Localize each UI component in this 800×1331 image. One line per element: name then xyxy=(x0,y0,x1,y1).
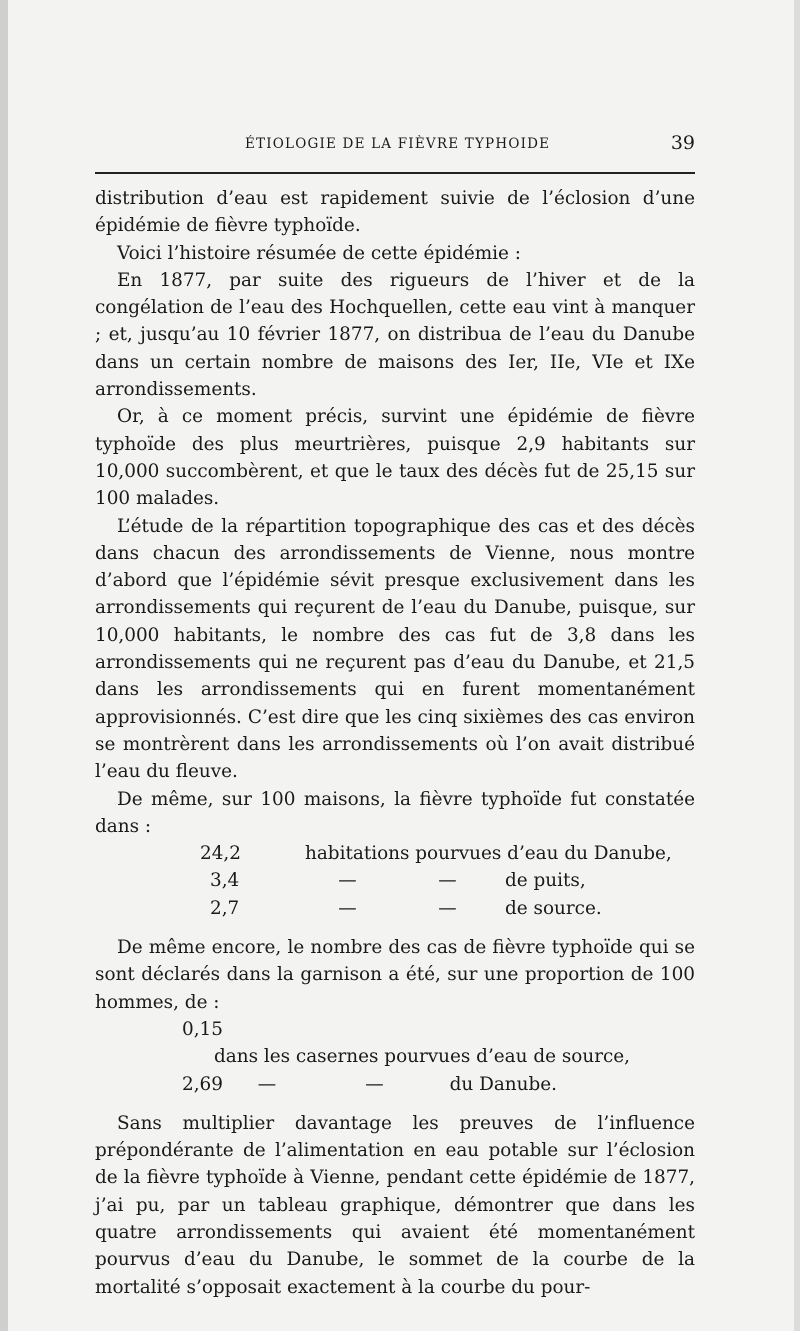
body-text xyxy=(95,185,695,1301)
running-header xyxy=(95,134,695,158)
ditto-mark: — xyxy=(365,1073,384,1095)
paragraph-houses: De même, sur 100 maisons, la fièvre typhoïde fut constatée dans : xyxy=(95,788,695,837)
paragraph-continuation: distribution d’eau est rapidement suivie de l’éclosion d’une épidémie de fièvre typhoïde. xyxy=(95,188,695,237)
table-source: de puits, xyxy=(505,870,586,892)
paragraph-1877: En 1877, par suite des rigueurs de l’hiver et de la congélation de l’eau des Hochquellen, cette eau vint à manquer ; et, jusqu’au 10 février 1877, on distribua de l’eau du Danube dans un certain nombre de maisons des Ier, IIe, VIe et IXe arrondissements. xyxy=(95,269,695,401)
paragraph-topography: L’étude de la répartition topographique des cas et des décès dans chacun des arrondissements de Vienne, nous montre d’abord que l’épidémie sévit presque exclusivement dans les arrondissements qui reçurent de l’eau du Danube, puisque, sur 10,000 habitants, le nombre des cas fut de 3,8 dans les arrondissements qui ne reçurent pas d’eau du Danube, et 21,5 dans les arrondissements qui en furent momentanément approvisionnés. C’est dire que les cinq sixièmes des cas environ se montrèrent dans les arrondissements où l’on avait distribué l’eau du fleuve. xyxy=(95,515,695,783)
table-value: 2,7 xyxy=(210,897,240,919)
table-value: 3,4 xyxy=(210,870,240,892)
houses-table xyxy=(200,840,695,922)
paragraph-garrison: De même encore, le nombre des cas de fièvre typhoïde qui se sont déclarés dans la garnison a été, sur une proportion de 100 hommes, de : xyxy=(95,937,695,1013)
page-number: 39 xyxy=(670,132,695,154)
spacer xyxy=(95,1098,695,1110)
table-value: 2,69 xyxy=(182,1073,223,1095)
paragraph-intro: Voici l’histoire résumée de cette épidémie : xyxy=(117,242,521,264)
page-left-edge xyxy=(0,0,8,1331)
paragraph-conclusion: Sans multiplier davantage les preuves de l’influence prépondérante de l’alimentation en eau potable sur l’éclosion de la fièvre typhoïde à Vienne, pendant cette épidémie de 1877, j’ai pu, par un tableau graphique, démontrer que dans les quatre arrondissements qui avaient été momentanément pourvus d’eau du Danube, le sommet de la courbe de la mortalité s’opposait exactement à la courbe du pour- xyxy=(95,1112,695,1298)
garrison-table xyxy=(182,1016,695,1098)
ditto-mark: — xyxy=(438,870,457,892)
paragraph-epidemic: Or, à ce moment précis, survint une épidémie de fièvre typhoïde des plus meurtrières, puisque 2,9 habitants sur 10,000 succombèrent, et que le taux des décès fut de 25,15 sur 100 malades. xyxy=(95,406,695,510)
running-title: ÉTIOLOGIE DE LA FIÈVRE TYPHOIDE xyxy=(245,136,551,152)
table-text: dans les casernes pourvues d’eau de source, xyxy=(214,1046,631,1068)
ditto-mark: — xyxy=(438,897,457,919)
spacer xyxy=(95,922,695,934)
page-right-edge xyxy=(794,0,800,1331)
ditto-mark: — xyxy=(338,870,357,892)
table-text: habitations pourvues d’eau du Danube, xyxy=(305,843,672,865)
table-source: du Danube. xyxy=(449,1073,557,1095)
table-value: 24,2 xyxy=(200,843,241,865)
table-value: 0,15 xyxy=(182,1018,223,1040)
table-source: de source. xyxy=(505,897,602,919)
ditto-mark: — xyxy=(338,897,357,919)
ditto-mark: — xyxy=(257,1073,277,1095)
header-rule xyxy=(95,172,695,174)
